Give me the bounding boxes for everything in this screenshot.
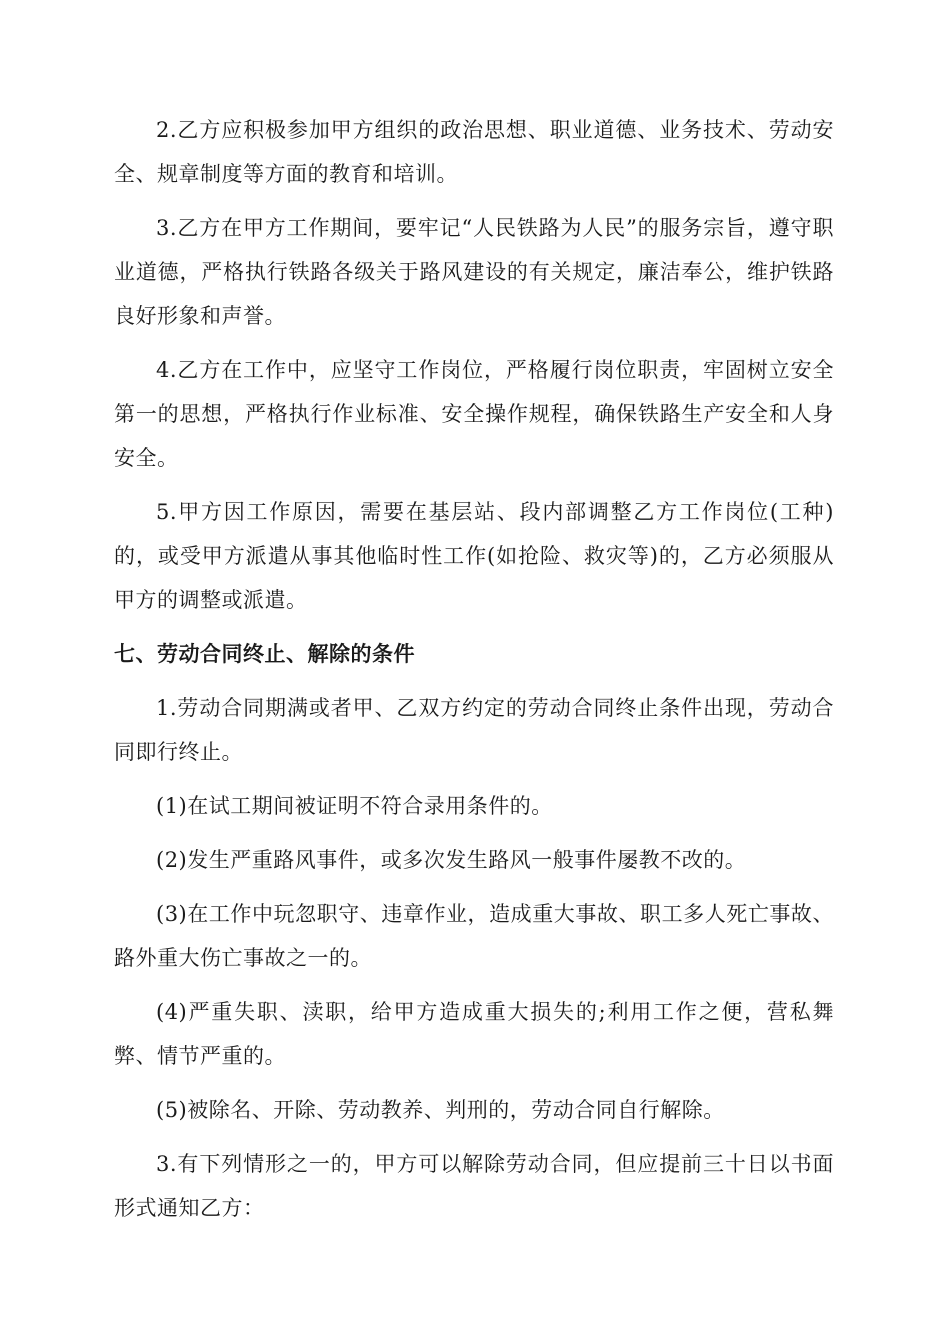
paragraph-gap	[114, 980, 834, 990]
section-heading-7: 七、劳动合同终止、解除的条件	[114, 642, 415, 666]
paragraph-gap	[114, 622, 834, 632]
list-item-4: (4)严重失职、渎职，给甲方造成重大损失的;利用工作之便，营私舞弊、情节严重的。	[114, 1000, 834, 1068]
paragraph-gap	[114, 828, 834, 838]
paragraph-gap	[114, 196, 834, 206]
list-item-2: (2)发生严重路风事件，或多次发生路风一般事件屡教不改的。	[156, 848, 747, 872]
paragraph-gap	[114, 1078, 834, 1088]
list-item-3: (3)在工作中玩忽职守、违章作业，造成重大事故、职工多人死亡事故、路外重大伤亡事故之一的。	[114, 902, 834, 970]
list-item-5: (5)被除名、开除、劳动教养、判刑的，劳动合同自行解除。	[156, 1098, 725, 1122]
paragraph-2: 2.乙方应积极参加甲方组织的政治思想、职业道德、业务技术、劳动安全、规章制度等方面的教育和培训。	[114, 118, 834, 186]
paragraph-4: 4.乙方在工作中，应坚守工作岗位，严格履行岗位职责，牢固树立安全第一的思想，严格执行作业标准、安全操作规程，确保铁路生产安全和人身安全。	[114, 358, 834, 470]
paragraph-gap	[114, 338, 834, 348]
paragraph-7-3: 3.有下列情形之一的，甲方可以解除劳动合同，但应提前三十日以书面形式通知乙方：	[114, 1152, 834, 1220]
paragraph-gap	[114, 676, 834, 686]
paragraph-3: 3.乙方在甲方工作期间，要牢记“人民铁路为人民”的服务宗旨，遵守职业道德，严格执行铁路各级关于路风建设的有关规定，廉洁奉公，维护铁路良好形象和声誉。	[114, 216, 834, 328]
paragraph-gap	[114, 774, 834, 784]
paragraph-gap	[114, 480, 834, 490]
list-item-1: (1)在试工期间被证明不符合录用条件的。	[156, 794, 553, 818]
document-page	[114, 108, 834, 1230]
paragraph-7-1: 1.劳动合同期满或者甲、乙双方约定的劳动合同终止条件出现，劳动合同即行终止。	[114, 696, 834, 764]
paragraph-5: 5.甲方因工作原因，需要在基层站、段内部调整乙方工作岗位(工种)的，或受甲方派遣从事其他临时性工作(如抢险、救灾等)的，乙方必须服从甲方的调整或派遣。	[114, 500, 834, 612]
paragraph-gap	[114, 1132, 834, 1142]
paragraph-gap	[114, 882, 834, 892]
